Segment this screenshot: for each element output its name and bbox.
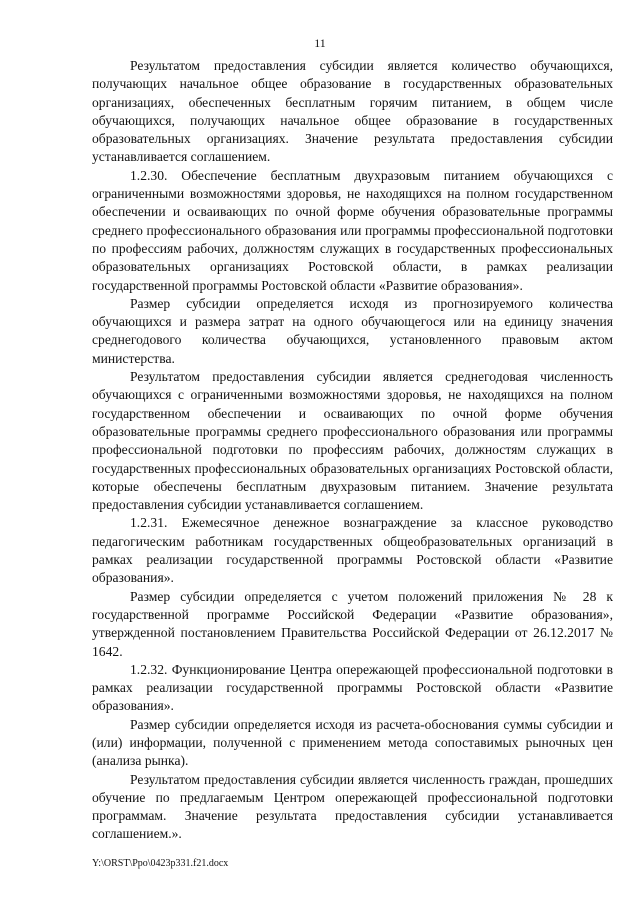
page-number: 11 bbox=[314, 36, 326, 50]
paragraph-item-1-2-30: 1.2.30. Обеспечение бесплатным двухразовым питанием обучающихся с ограниченными возможностями здоровья, не находящихся на полном государственном обеспечении и осваивающих по очной форме обучения образовательные программы среднего профессионального образования или программы профессиональной подготовки по профессиям рабочих, должностям служащих в государственных профессиональных образовательных организациях Ростовской области, в рамках реализации государственной программы Ростовской области «Развитие образования». bbox=[92, 167, 613, 293]
paragraph-result-trained-citizens: Результатом предоставления субсидии является численность граждан, прошедших обучение по предлагаемым Центром опережающей профессиональной подготовки программам. Значение результата предоставления субсидии устанавливается соглашением.». bbox=[92, 771, 613, 842]
paragraph-item-1-2-31: 1.2.31. Ежемесячное денежное вознаграждение за классное руководство педагогическим работникам государственных общеобразовательных организаций в рамках реализации государственной программы Ростовской области «Развитие образования». bbox=[92, 515, 613, 586]
paragraph-item-1-2-32: 1.2.32. Функционирование Центра опережающей профессиональной подготовки в рамках реализации государственной программы Ростовской области «Развитие образования». bbox=[92, 661, 613, 714]
document-body bbox=[92, 57, 613, 844]
footer-file-path: Y:\ORST\Ppo\0423p331.f21.docx bbox=[92, 858, 229, 869]
paragraph-result-average-students: Результатом предоставления субсидии является среднегодовая численность обучающихся с ограниченными возможностями здоровья, не находящихся на полном государственном обеспечении и осваивающих по очной форме обучения образовательные программы среднего профессионального образования или программы профессиональной подготовки по профессиям рабочих, должностям служащих в государственных профессиональных образовательных организациях Ростовской области, которые обеспечены бесплатным двухразовым питанием. Значение результата предоставления субсидии устанавливается соглашением. bbox=[92, 369, 613, 513]
paragraph-subsidy-size-market-analysis: Размер субсидии определяется исходя из расчета-обоснования суммы субсидии и (или) информации, полученной с применением метода сопоставимых рыночных цен (анализа рынка). bbox=[92, 716, 613, 769]
paragraph-subsidy-size-appendix-28: Размер субсидии определяется с учетом положений приложения № 28 к государственной программе Российской Федерации «Развитие образования», утвержденной постановлением Правительства Российской Федерации от 26.12.2017 № 1642. bbox=[92, 588, 613, 659]
paragraph-subsidy-size-forecast: Размер субсидии определяется исходя из прогнозируемого количества обучающихся и размера затрат на одного обучающегося или на единицу значения среднегодового количества обучающихся, установленного правовым актом министерства. bbox=[92, 295, 613, 366]
paragraph-result-free-hot-meals: Результатом предоставления субсидии является количество обучающихся, получающих начальное общее образование в государственных образовательных организациях, обеспеченных бесплатным горячим питанием, в общем числе обучающихся, получающих начальное общее образование в государственных образовательных организациях. Значение результата предоставления субсидии устанавливается соглашением. bbox=[92, 58, 613, 165]
